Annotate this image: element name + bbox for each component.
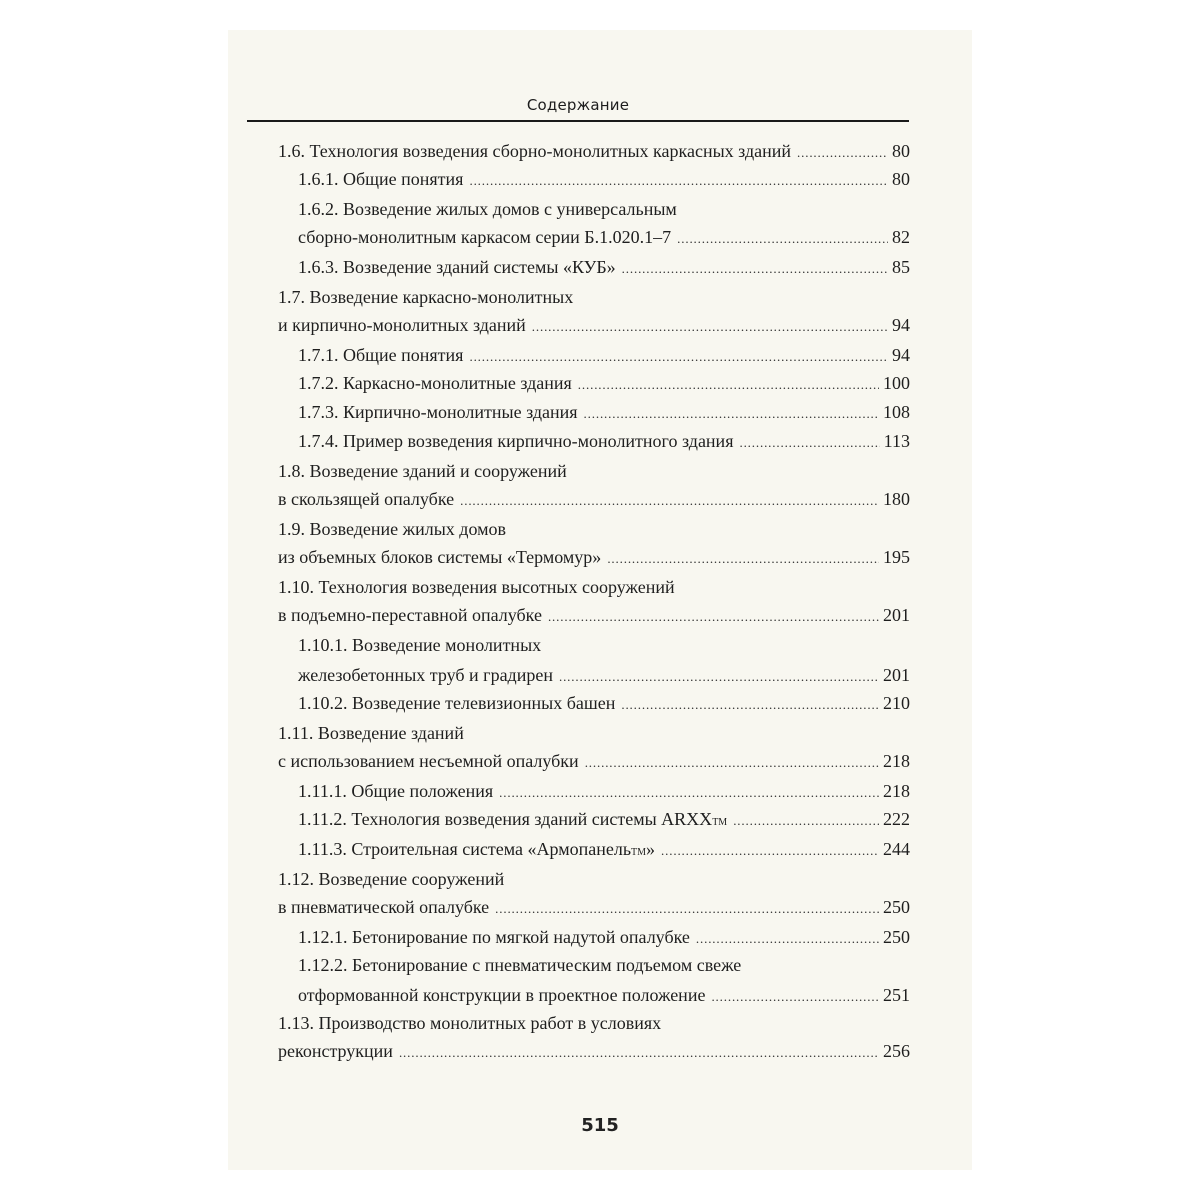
page-number: 515: [581, 1115, 619, 1136]
toc-entry: [278, 461, 567, 485]
dot-leader: [711, 989, 879, 1005]
dot-leader: [469, 173, 888, 189]
toc-entry-title: 1.8. Возведение зданий и сооружений: [278, 461, 567, 481]
dot-leader: [548, 609, 879, 625]
toc-entry: [278, 489, 910, 513]
toc-entry: [278, 1013, 661, 1037]
toc-page-number: 250: [883, 927, 910, 947]
toc-page-number: 100: [883, 373, 910, 393]
toc-entry: [298, 402, 910, 426]
toc-page-number: 108: [883, 402, 910, 422]
toc-entry: 1.11.3. Строительная система «Армопанель TM » . . . 244: [298, 839, 910, 863]
toc-entry-title: 1.12. Возведение сооружений: [278, 869, 505, 889]
toc-entry-title: 1.6. Технология возведения сборно-монолитных каркасных зданий: [278, 141, 792, 161]
toc-entry-title: 1.12.2. Бетонирование с пневматическим подъемом свеже: [298, 955, 742, 975]
toc-page-number: 180: [883, 489, 910, 509]
toc-page-number: 210: [883, 693, 910, 713]
dot-leader: [532, 319, 888, 335]
toc-page-number: 251: [883, 985, 910, 1005]
toc-entry-title: 1.13. Производство монолитных работ в условиях: [278, 1013, 662, 1033]
toc-entry: [298, 431, 910, 455]
toc-entry-title: 1.7. Возведение каркасно-монолитных: [278, 287, 574, 307]
toc-page-number: 80: [892, 141, 910, 161]
toc-entry: [298, 927, 910, 951]
toc-page-number: 222: [883, 809, 910, 829]
toc-entry: [278, 519, 506, 543]
toc-entry-title: 1.11.1. Общие положения: [298, 781, 494, 801]
toc-entry-title: 1.12.1. Бетонирование по мягкой надутой опалубке: [298, 927, 690, 947]
toc-page-number: 201: [883, 665, 910, 685]
dot-leader: [460, 493, 879, 509]
toc-entry-title: железобетонных труб и градирен: [298, 665, 553, 685]
toc-entry: [278, 547, 910, 571]
toc-entry-title: 1.10. Технология возведения высотных сооружений: [278, 577, 675, 597]
toc-entry-title: и кирпично-монолитных зданий: [278, 315, 526, 335]
toc-entry-title: в подъемно-переставной опалубке: [278, 605, 542, 625]
dot-leader: [495, 901, 879, 917]
toc-entry: [298, 635, 541, 659]
toc-entry: [298, 345, 910, 369]
dot-leader: [622, 261, 888, 277]
toc-entry: [298, 665, 910, 689]
toc-page-number: 201: [883, 605, 910, 625]
toc-entry: [278, 605, 910, 629]
toc-entry: [298, 373, 910, 397]
toc-entry: [278, 723, 464, 747]
toc-page-number: 113: [883, 431, 910, 451]
dot-leader: [584, 406, 879, 422]
dot-leader: [696, 931, 879, 947]
toc-entry-title: 1.9. Возведение жилых домов: [278, 519, 507, 539]
toc-page-number: 218: [883, 751, 910, 771]
dot-leader: [733, 813, 879, 829]
dot-leader: [559, 669, 879, 685]
dot-leader: [585, 755, 879, 771]
toc-entry: [298, 985, 910, 1009]
toc-entry: [278, 897, 910, 921]
toc-entry-title: 1.6.2. Возведение жилых домов с универсальным: [298, 199, 677, 219]
dot-leader: [607, 551, 879, 567]
toc-entry-title: сборно-монолитным каркасом серии Б.1.020.1–7: [298, 227, 672, 247]
dot-leader: [469, 349, 888, 365]
toc-entry-title: с использованием несъемной опалубки: [278, 751, 579, 771]
dot-leader: [677, 231, 888, 247]
toc-entry: [278, 577, 675, 601]
toc-entry: [298, 199, 677, 223]
toc-entry: [278, 751, 910, 775]
toc-entry: [278, 1041, 910, 1065]
toc-entry: [298, 955, 741, 979]
toc-entry: [278, 869, 504, 893]
toc-page-number: 85: [892, 257, 910, 277]
toc-entry-title: 1.7.4. Пример возведения кирпично-монолитного здания: [298, 431, 734, 451]
toc-entry-title: 1.7.2. Каркасно-монолитные здания: [298, 373, 572, 393]
toc-entry-title: из объемных блоков системы «Термомур»: [278, 547, 602, 567]
dot-leader: [399, 1045, 879, 1061]
toc-page-number: 244: [883, 839, 910, 859]
toc-entry: [278, 315, 910, 339]
toc-entry: [298, 227, 910, 251]
toc-entry: [278, 141, 910, 165]
toc-entry-title: в скользящей опалубке: [278, 489, 455, 509]
toc-entry-title: 1.10.1. Возведение монолитных: [298, 635, 542, 655]
toc-entry-title: 1.11. Возведение зданий: [278, 723, 464, 743]
toc-entry-title: 1.11.2. Технология возведения зданий системы ARXX: [298, 809, 713, 829]
toc-page-number: 94: [892, 345, 910, 365]
toc-entry-title: 1.7.3. Кирпично-монолитные здания: [298, 402, 578, 422]
toc-entry-title: 1.10.2. Возведение телевизионных башен: [298, 693, 616, 713]
toc-entry-title: 1.7.1. Общие понятия: [298, 345, 464, 365]
toc-entry: [278, 287, 573, 311]
running-head: Содержание: [526, 96, 630, 114]
toc-page-number: 80: [892, 169, 910, 189]
dot-leader: [661, 843, 879, 859]
toc-entry: [298, 693, 910, 717]
toc-page-number: 94: [892, 315, 910, 335]
toc-entry-title: 1.6.3. Возведение зданий системы «КУБ»: [298, 257, 616, 277]
toc-entry: [298, 257, 910, 281]
toc-entry: [298, 781, 910, 805]
toc-page-number: 250: [883, 897, 910, 917]
dot-leader: [578, 377, 879, 393]
dot-leader: [797, 145, 888, 161]
toc-entry-title: отформованной конструкции в проектное положение: [298, 985, 706, 1005]
dot-leader: [621, 697, 879, 713]
dot-leader: [499, 785, 879, 801]
toc-page-number: 195: [883, 547, 910, 567]
toc-entry-title: реконструкции: [278, 1041, 393, 1061]
toc-entry-title: 1.6.1. Общие понятия: [298, 169, 464, 189]
toc-entry-title: 1.11.3. Строительная система «Армопанель: [298, 839, 632, 859]
toc-entry: 1.11.2. Технология возведения зданий системы ARXX TM . . . 222: [298, 809, 910, 833]
toc-page-number: 82: [892, 227, 910, 247]
toc-page-number: 218: [883, 781, 910, 801]
toc-entry-title-tail: »: [646, 839, 656, 859]
dot-leader: [739, 435, 879, 451]
toc-entry: [298, 169, 910, 193]
toc-page-number: 256: [883, 1041, 910, 1061]
toc-entry-title: в пневматической опалубке: [278, 897, 490, 917]
